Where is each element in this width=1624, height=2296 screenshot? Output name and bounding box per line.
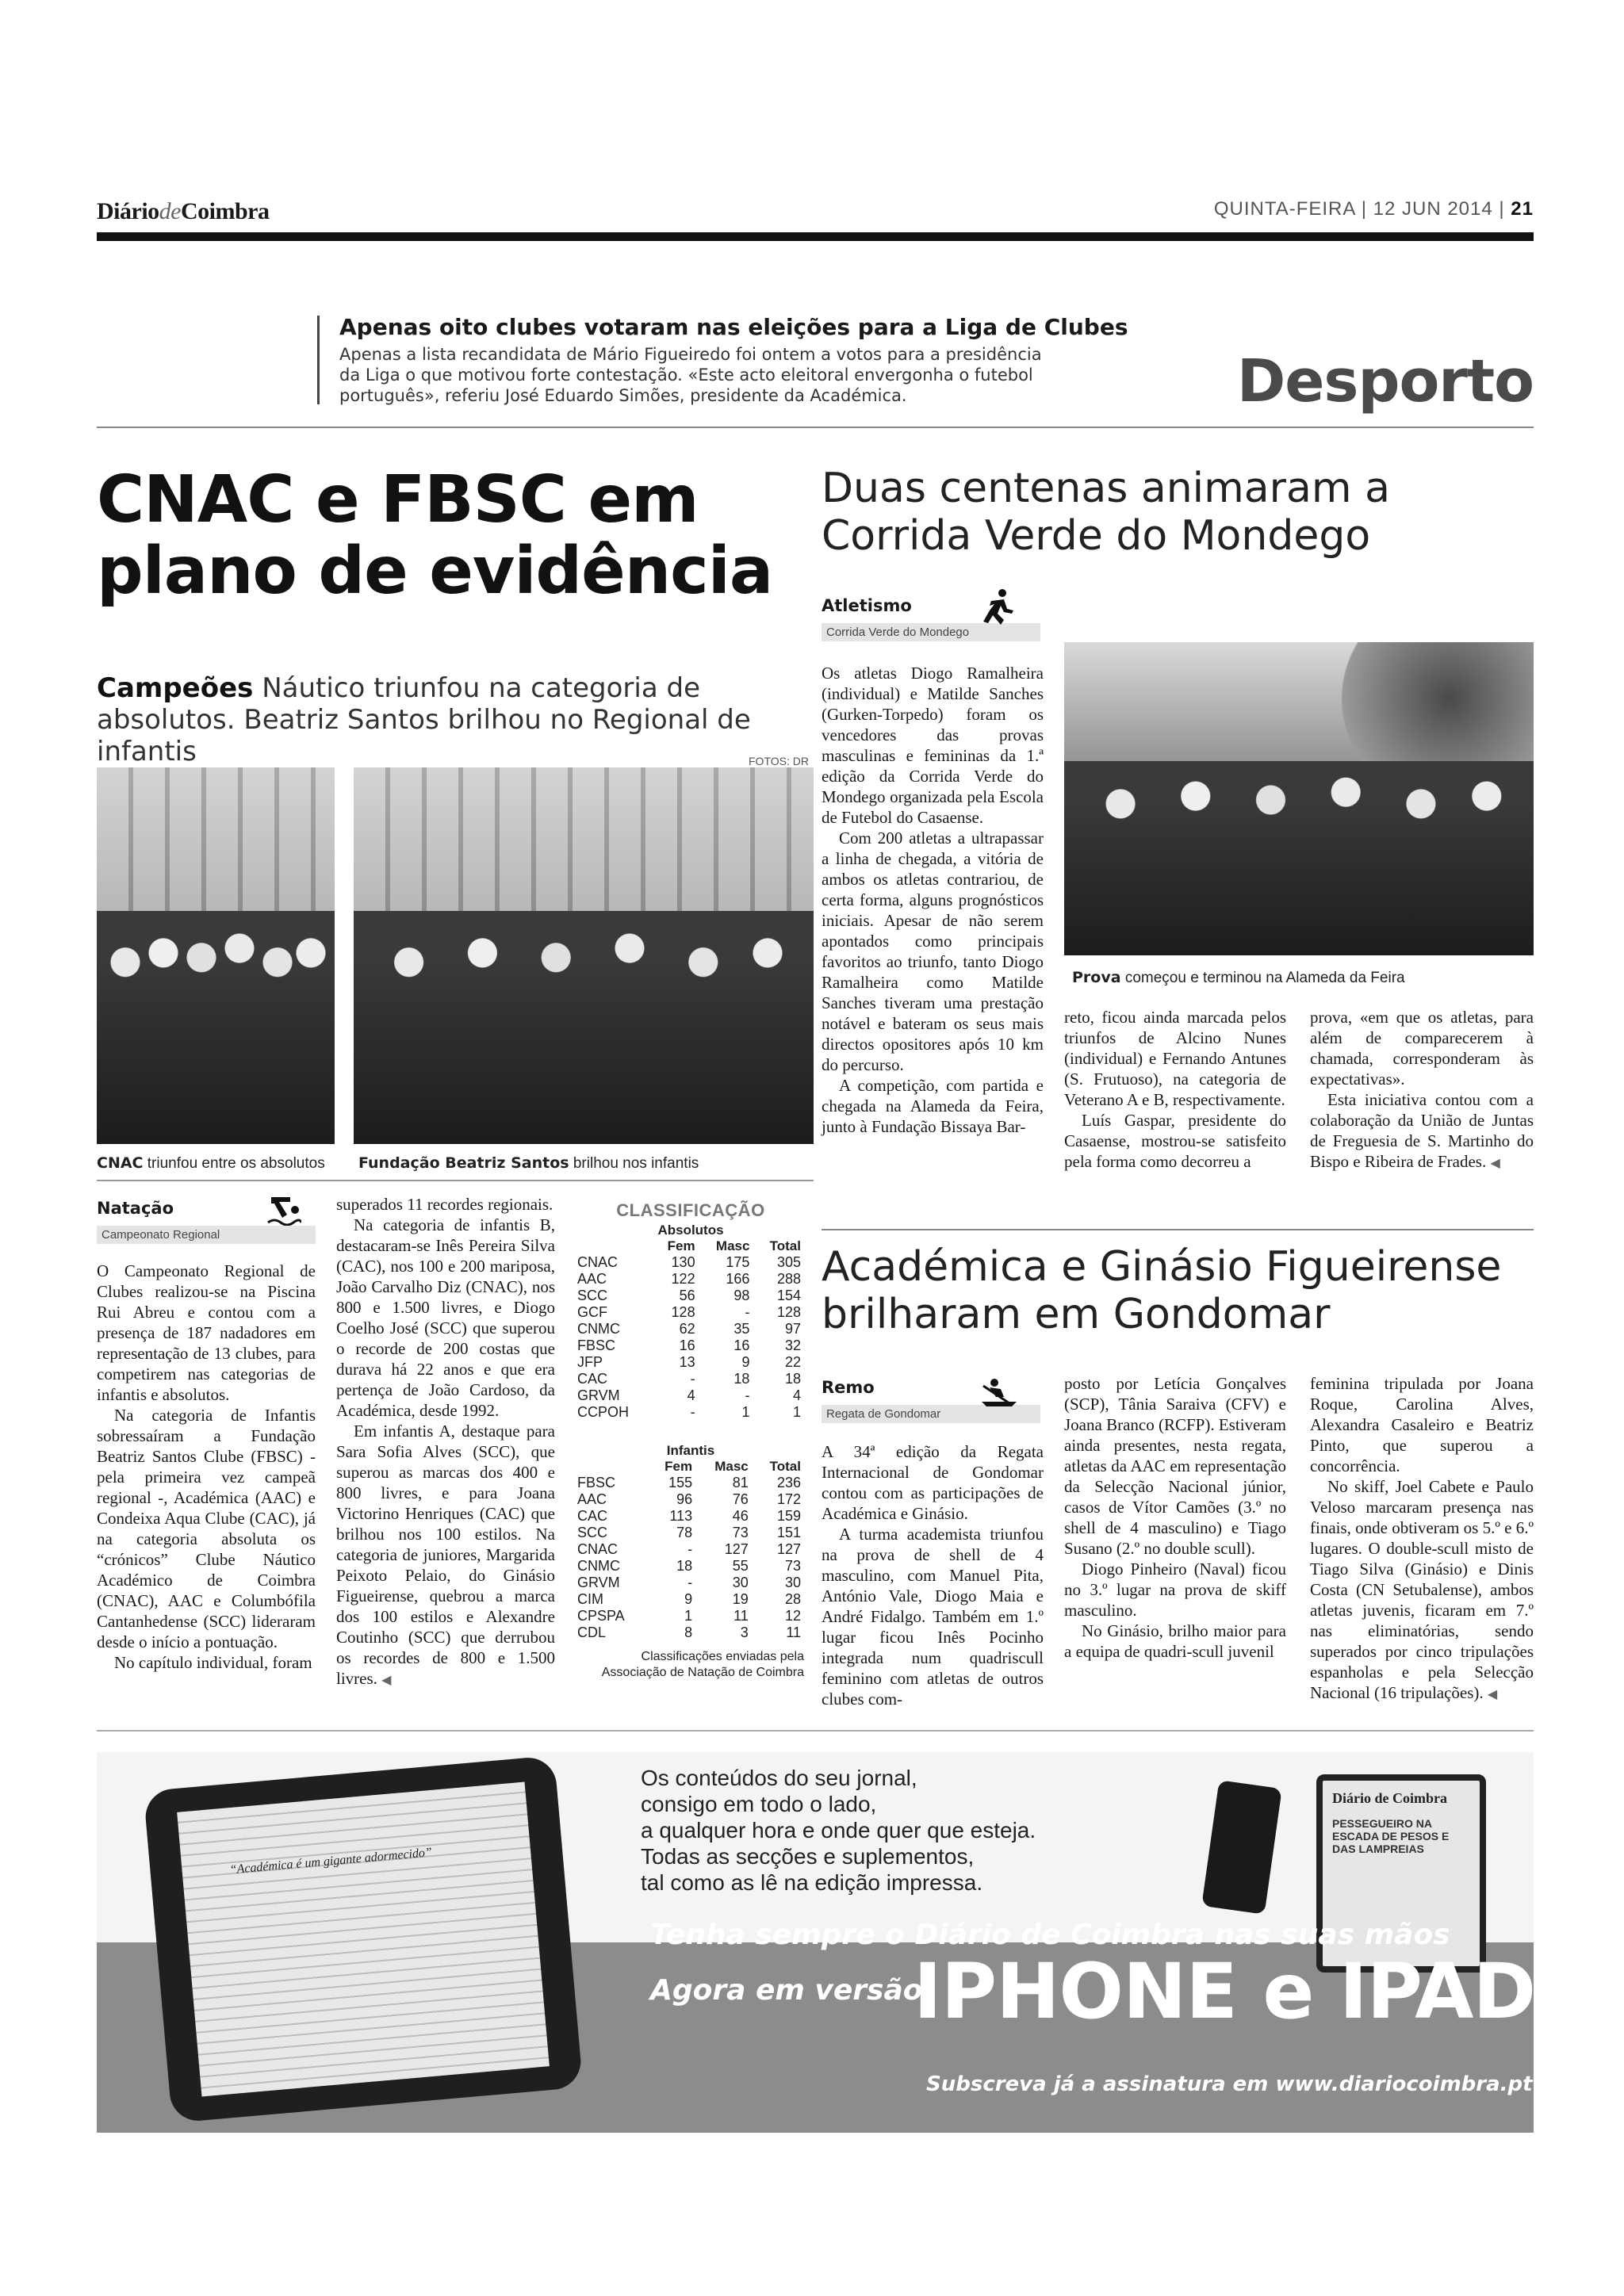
cell-masc: 35: [733, 1321, 750, 1337]
remo-column-2: [1064, 1373, 1286, 1662]
table-row: [577, 1254, 804, 1271]
paragraph: No Ginásio, brilho maior para a equipa de quadri-scull juvenil: [1064, 1621, 1286, 1661]
cell-masc: 11: [733, 1608, 749, 1624]
ad-tagline-2: Agora em versão: [650, 1974, 923, 2007]
photo-roof: [354, 767, 814, 911]
tablet-headline: “Académica é um gigante adormecido”: [229, 1846, 433, 1877]
cell-club: CIM: [577, 1591, 603, 1607]
table-row: [577, 1525, 804, 1541]
cell-total: 159: [776, 1508, 801, 1524]
cell-fem: -: [690, 1404, 695, 1420]
cell-fem: 18: [676, 1558, 693, 1574]
cell-club: CNAC: [577, 1254, 619, 1270]
ad-product-name: IPHONE e IPAD: [914, 1947, 1536, 2036]
column-header-total: Total: [769, 1238, 801, 1253]
photo-group: [354, 911, 814, 1145]
photo-group: [97, 911, 335, 1145]
cell-club: CAC: [577, 1508, 608, 1524]
classification-table: [577, 1200, 804, 1681]
cell-total: 127: [776, 1541, 801, 1557]
cell-total: 12: [784, 1608, 801, 1624]
table-row: [577, 1558, 804, 1575]
column-header-masc: Masc: [714, 1459, 749, 1474]
caption-rest: começou e terminou na Alameda da Feira: [1120, 970, 1405, 986]
table-row: [577, 1371, 804, 1387]
paragraph: Na categoria de infantis B, destacaram-se Inês Pereira Silva (CAC), nos 100 e 200 mariposa, João Carvalho Diz (CNAC), nos 800 e 1.500 livres, e Diogo Coelho José (SCC) que superou o recorde de 200 costas que durava há 22 anos e que era pertença de João Cardoso, da Académica, desde 1992.: [336, 1215, 555, 1420]
table-row: [577, 1387, 804, 1404]
table-row: [577, 1591, 804, 1608]
column-header-total: Total: [769, 1459, 801, 1474]
cell-club: FBSC: [577, 1475, 616, 1490]
caption-rest: triunfou entre os absolutos: [143, 1155, 325, 1172]
table-row: [577, 1608, 804, 1624]
rowing-icon: [980, 1376, 1018, 1418]
cell-total: 154: [776, 1288, 801, 1303]
kicker-atletismo-sub: Corrida Verde do Mondego: [822, 623, 1040, 641]
cell-masc: 18: [733, 1371, 750, 1387]
caption-bold: CNAC: [97, 1154, 144, 1172]
paragraph: A 34ª edição da Regata Internacional de Gondomar contou com as participações de Académica e Ginásio.: [822, 1442, 1044, 1523]
cell-masc: 19: [732, 1591, 749, 1607]
ad-copy: [641, 1765, 1085, 1896]
cell-fem: 155: [668, 1475, 693, 1490]
masthead: [97, 198, 269, 225]
paragraph: prova, «em que os atletas, para além de comparecerem à chamada, corresponderam às expectativas».: [1310, 1008, 1534, 1089]
section-rule: [97, 427, 1534, 428]
absolutos-label: Absolutos: [657, 1223, 724, 1238]
cell-total: 4: [792, 1387, 801, 1403]
end-mark-icon: ◀: [1487, 1688, 1498, 1701]
photo-credit: FOTOS: DR: [749, 755, 809, 767]
cell-total: 236: [776, 1475, 801, 1490]
ad-copy-line: Os conteúdos do seu jornal,: [641, 1766, 917, 1790]
caption-bold: Prova: [1072, 969, 1121, 986]
absolutos-table: [577, 1238, 804, 1421]
cell-fem: -: [688, 1541, 693, 1557]
end-mark-icon: ◀: [381, 1674, 392, 1687]
paragraph-text: No skiff, Joel Cabete e Paulo Veloso marcaram presença nas finais, onde obtiveram os 5.º e 6.º lugares. O double-scull misto de Tiago Silva (Ginásio) e Dinis Costa (CN Setubalense), ambos atletas juvenis, ficaram em 7.º nas eliminatórias, sendo superados por cinco tripulações espanholas e pela Selecção Nacional (16 tripulações).: [1310, 1477, 1534, 1702]
masthead-part-b: Coimbra: [180, 198, 270, 224]
paragraph-text: Esta iniciativa contou com a colaboração da União de Juntas de Freguesia de S. Martinho do Bispo e Ribeira de Frades.: [1310, 1090, 1534, 1171]
paragraph: [1310, 1089, 1534, 1174]
cell-fem: 13: [679, 1354, 695, 1370]
paragraph: Na categoria de Infantis sobressaíram a Fundação Beatriz Santos Clube (FBSC) - pela primeira vez campeã regional -, Académica (AAC) e Condeixa Aqua Clube (CAC), já na categoria absoluta os “crónicos” Clube Náutico Académico de Coimbra (CNAC), AAC e Columbófila Cantanhedense (SCC) lideraram desde o início a pontuação.: [97, 1406, 316, 1651]
cell-fem: 78: [676, 1525, 693, 1540]
caption-corrida: [1072, 969, 1405, 987]
cell-masc: 30: [732, 1575, 749, 1590]
tablet-masthead: Diário de Coimbra: [1332, 1790, 1447, 1806]
corrida-column-2: [1064, 1007, 1286, 1172]
cell-fem: 1: [684, 1608, 693, 1624]
remo-column-3: [1310, 1373, 1534, 1705]
cell-total: 28: [784, 1591, 801, 1607]
remo-column-1: [822, 1441, 1044, 1709]
paragraph: [1310, 1476, 1534, 1705]
paragraph: Com 200 atletas a ultrapassar a linha de chegada, a vitória de ambos os atletas contrariou, de certa forma, alguns prognósticos iniciais. Apesar de não serem apontados como principais favoritos ao triunfo, tanto Diogo Ramalheira como Matilde Sanches tiveram uma prestação notável e bateram os seus mais directos opositores após 10 km do percurso.: [822, 828, 1044, 1074]
masthead-part-de: de: [159, 198, 181, 224]
table-row: [577, 1321, 804, 1337]
cell-club: CAC: [577, 1371, 608, 1387]
table-row: [577, 1624, 804, 1641]
cell-fem: 56: [679, 1288, 695, 1303]
paragraph: posto por Letícia Gonçalves (SCP), Tânia Saraiva (CFV) e Joana Branco (RCFP). Estiveram ainda presentes, nesta regata, atletas da AAC em representação da Selecção Nacional júnior, casos de Vítor Camões (3.º no shell de 4 masculino) e Tiago Susano (2.º no double scull).: [1064, 1374, 1286, 1558]
paragraph: No capítulo individual, foram: [114, 1653, 312, 1672]
paragraph: superados 11 recordes regionais.: [336, 1195, 553, 1214]
cell-masc: 98: [733, 1288, 750, 1303]
cell-masc: 1: [741, 1404, 750, 1420]
table-row: [577, 1508, 804, 1525]
paragraph-text: Em infantis A, destaque para Sara Sofia Alves (SCC), que superou as marcas dos 400 e 800 livres, e para Joana Victorino Henriques (CAC) que brilhou nos 100 estilos. Na categoria de juniores, Margarida Peixoto Pelaio, do Ginásio Figueirense, quebrou a marca dos 100 estilos e Alexandre Coutinho (SCC) que derrubou os recordes de 800 e 1.500 livres.: [336, 1422, 555, 1688]
cell-masc: 3: [740, 1624, 749, 1640]
ad-copy-line: consigo em todo o lado,: [641, 1792, 877, 1816]
column-header-club: [577, 1238, 652, 1254]
kicker-natacao-sub: Campeonato Regional: [97, 1226, 316, 1244]
table-row: [577, 1337, 804, 1354]
paragraph: feminina tripulada por Joana Roque, Carolina Alves, Alexandra Casaleiro e Beatriz Pinto, que superou a concorrência.: [1310, 1374, 1534, 1475]
caption-cnac: [97, 1154, 325, 1173]
absolutos-rows: [577, 1254, 804, 1421]
top-rule: [97, 232, 1534, 241]
cell-club: FBSC: [577, 1337, 616, 1353]
cell-club: JFP: [577, 1354, 603, 1370]
cell-fem: 130: [671, 1254, 695, 1270]
cell-total: 1: [792, 1404, 801, 1420]
natacao-column-1: [97, 1261, 316, 1673]
paragraph: Luís Gaspar, presidente do Casaense, mostrou-se satisfeito pela forma como decorreu a: [1064, 1111, 1286, 1171]
lead-bar: [317, 316, 320, 404]
masthead-part-a: Diário: [97, 198, 159, 224]
photo-fbsc-team: [354, 767, 814, 1144]
table-row: [577, 1541, 804, 1558]
cell-masc: 166: [726, 1271, 750, 1287]
photo-roof: [97, 767, 335, 911]
cell-club: CDL: [577, 1624, 607, 1640]
column-header-club: [577, 1459, 648, 1475]
cell-fem: -: [688, 1575, 693, 1590]
cell-fem: 8: [684, 1624, 693, 1640]
paragraph: A turma academista triunfou na prova de shell de 4 masculino, com Manuel Pita, António Vale, Diogo Maia e André Fidalgo. Também em 1.º lugar ficou Inês Pocinho integrada num quadriscull feminino com atletas de outros clubes com-: [822, 1525, 1044, 1709]
kicker-natacao: Natação: [97, 1199, 174, 1218]
issue-date: 12 JUN 2014: [1373, 198, 1493, 220]
table-row: [577, 1575, 804, 1591]
classification-title: CLASSIFICAÇÃO: [616, 1200, 765, 1220]
cell-club: GRVM: [577, 1575, 620, 1590]
table-row: [577, 1404, 804, 1421]
ad-subscribe-link[interactable]: Subscreva já a assinatura em www.diariocoimbra.pt: [926, 2072, 1533, 2096]
paragraph: Diogo Pinheiro (Naval) ficou no 3.º lugar na prova de skiff masculino.: [1064, 1559, 1286, 1620]
cell-total: 305: [776, 1254, 801, 1270]
cell-club: CNMC: [577, 1558, 620, 1574]
photo-runners: [1064, 761, 1534, 955]
kicker-atletismo: Atletismo: [822, 596, 912, 615]
caption-rest: brilhou nos infantis: [569, 1155, 699, 1172]
cell-masc: 9: [741, 1354, 750, 1370]
tablet-screen: [177, 1782, 550, 2097]
cell-total: 128: [776, 1304, 801, 1320]
cell-total: 11: [786, 1624, 801, 1640]
table-header-row: [577, 1238, 804, 1254]
paragraph: O Campeonato Regional de Clubes realizou-se na Piscina Rui Abreu e contou com a presença de 187 nadadores em representação de 13 clubes, para competirem nas categorias de infantis e absolutos.: [97, 1261, 316, 1404]
caption-bold: Fundação Beatriz Santos: [358, 1154, 569, 1172]
page-number: 21: [1511, 198, 1534, 220]
cell-fem: 62: [679, 1321, 695, 1337]
cell-club: CPSPA: [577, 1608, 625, 1624]
paragraph: reto, ficou ainda marcada pelos triunfos de Alcino Nunes (individual) e Fernando Antunes (S. Frutuoso), na categoria de Veterano A e B, respectivamente.: [1064, 1008, 1286, 1109]
cell-fem: 4: [687, 1387, 695, 1403]
infantis-label: Infantis: [666, 1443, 715, 1458]
paragraph: A competição, com partida e chegada na Alameda da Feira, junto à Fundação Bissaya Bar-: [822, 1076, 1044, 1136]
cell-club: AAC: [577, 1491, 607, 1507]
column-header-fem: Fem: [665, 1459, 693, 1474]
weekday: QUINTA-FEIRA: [1213, 198, 1356, 220]
cell-club: GRVM: [577, 1387, 620, 1403]
subhead-natacao: [97, 672, 810, 767]
cell-club: GCF: [577, 1304, 607, 1320]
kicker-remo-sub: Regata de Gondomar: [822, 1405, 1040, 1423]
infantis-rows: [577, 1475, 804, 1641]
paragraph: Os atletas Diogo Ramalheira (individual) e Matilde Sanches (Gurken-Torpedo) foram os vencedores das provas masculinas e femininas da 1.ª edição da Corrida Verde do Mondego organizada pela Escola de Futebol do Casaense.: [822, 664, 1044, 827]
table-row: [577, 1288, 804, 1304]
cell-total: 172: [776, 1491, 801, 1507]
cell-fem: 16: [679, 1337, 695, 1353]
cell-total: 97: [784, 1321, 801, 1337]
ad-copy-line: tal como as lê na edição impressa.: [641, 1870, 983, 1895]
cell-club: CCPOH: [577, 1404, 630, 1420]
runner-icon: [980, 588, 1015, 635]
subhead-rest: Náutico triunfou na categoria de absolutos. Beatriz Santos brilhou no Regional de infantis: [97, 672, 751, 767]
cell-total: 32: [784, 1337, 801, 1353]
table-row: [577, 1304, 804, 1321]
ad-copy-line: Todas as secções e suplementos,: [641, 1844, 975, 1869]
article-divider: [822, 1229, 1534, 1230]
column-header-masc: Masc: [715, 1238, 750, 1253]
cell-masc: 175: [726, 1254, 750, 1270]
cell-fem: 113: [669, 1508, 693, 1524]
kicker-remo: Remo: [822, 1378, 875, 1397]
date-line: QUINTA-FEIRA | 12 JUN 2014 | 21: [1213, 198, 1534, 220]
headline-natacao[interactable]: CNAC e FBSC em plano de evidência: [97, 462, 773, 609]
cell-fem: 128: [671, 1304, 695, 1320]
cell-total: 22: [784, 1354, 801, 1370]
photo-cnac-team: [97, 767, 335, 1144]
caption-fbsc: [358, 1154, 699, 1173]
infantis-table: [577, 1459, 804, 1641]
cell-club: SCC: [577, 1525, 608, 1540]
table-header-row: [577, 1459, 804, 1475]
cell-masc: 73: [732, 1525, 749, 1540]
cell-fem: 9: [684, 1591, 693, 1607]
cell-masc: -: [745, 1387, 750, 1403]
table-row: [577, 1491, 804, 1508]
cell-fem: 96: [676, 1491, 693, 1507]
cell-masc: 127: [724, 1541, 749, 1557]
tablet-headline-2: PESSEGUEIRO NA ESCADA DE PESOS E DAS LAMPREIAS: [1332, 1817, 1450, 1855]
table-row: [577, 1271, 804, 1288]
paragraph: [336, 1421, 555, 1691]
lead-text: Apenas a lista recandidata de Mário Figueiredo foi ontem a votos para a presidência da Liga o que motivou forte contestação. «Este acto eleitoral envergonha o futebol português», referiu José Eduardo Simões, presidente da Académica.: [339, 345, 1042, 405]
classification-note: Classificações enviadas pela Associação de Natação de Coimbra: [601, 1650, 804, 1679]
ad-tagline: Tenha sempre o Diário de Coimbra nas suas mãos: [650, 1919, 1450, 1951]
cell-fem: 122: [671, 1271, 695, 1287]
cell-total: 30: [784, 1575, 801, 1590]
table-row: [577, 1475, 804, 1491]
column-header-fem: Fem: [667, 1238, 695, 1253]
end-mark-icon: ◀: [1490, 1157, 1500, 1170]
cell-club: SCC: [577, 1288, 608, 1303]
cell-masc: 46: [732, 1508, 749, 1524]
cell-masc: -: [745, 1304, 750, 1320]
corrida-column-3: [1310, 1007, 1534, 1174]
headline-remo[interactable]: Académica e Ginásio Figueirense brilharam em Gondomar: [822, 1243, 1502, 1338]
ad-copy-line: a qualquer hora e onde quer que esteja.: [641, 1818, 1036, 1843]
cell-club: CNAC: [577, 1541, 619, 1557]
subhead-bold: Campeões: [97, 672, 254, 704]
cell-club: CNMC: [577, 1321, 620, 1337]
swimmer-icon: [266, 1191, 301, 1234]
photo-race-start: [1064, 642, 1534, 955]
natacao-column-2: [336, 1194, 555, 1691]
caption-rule: [97, 1180, 814, 1181]
cell-club: AAC: [577, 1271, 607, 1287]
tablet-image: [144, 1755, 584, 2123]
cell-total: 73: [784, 1558, 801, 1574]
cell-masc: 55: [732, 1558, 749, 1574]
cell-masc: 81: [732, 1475, 749, 1490]
cell-masc: 16: [733, 1337, 750, 1353]
cell-fem: -: [690, 1371, 695, 1387]
table-row: [577, 1354, 804, 1371]
cell-total: 288: [776, 1271, 801, 1287]
cell-masc: 76: [732, 1491, 749, 1507]
cell-total: 18: [784, 1371, 801, 1387]
corrida-column-1: [822, 663, 1044, 1137]
cell-total: 151: [776, 1525, 801, 1540]
bottom-rule: [97, 1730, 1534, 1732]
headline-corrida[interactable]: Duas centenas animaram a Corrida Verde do Mondego: [822, 465, 1390, 560]
lead-title[interactable]: Apenas oito clubes votaram nas eleições para a Liga de Clubes: [339, 314, 1128, 340]
section-title: Desporto: [1236, 347, 1534, 415]
